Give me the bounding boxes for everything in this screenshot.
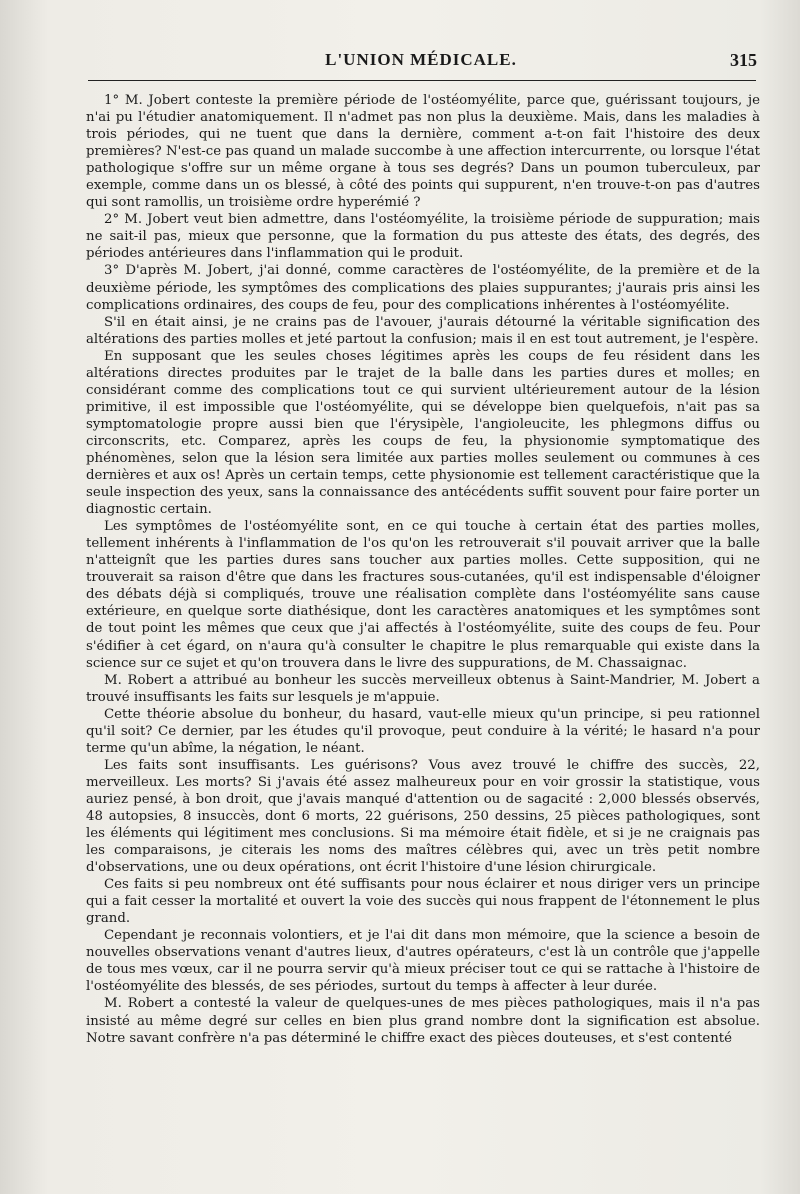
body-text	[86, 92, 760, 1047]
paragraph: S'il en était ainsi, je ne crains pas de l'avouer, j'aurais détourné la véritable signification des altérations des parties molles et jeté partout la confusion; mais il en est tout autrement, je l'espère.	[86, 314, 760, 347]
header-rule	[88, 80, 756, 81]
paragraph: Cette théorie absolue du bonheur, du hasard, vaut-elle mieux qu'un principe, si peu rationnel qu'il soit? Ce dernier, par les études qu'il provoque, peut conduire à la vérité; le hasard n'a pour terme qu'un abîme, la négation, le néant.	[86, 706, 760, 756]
page-header	[85, 46, 757, 76]
paragraph: Cependant je reconnais volontiers, et je l'ai dit dans mon mémoire, que la science a besoin de nouvelles observations venant d'autres lieux, d'autres opérateurs, c'est là un contrôle que j'appelle de tous mes vœux, car il ne pourra servir qu'à mieux préciser tout ce qui se rattache à l'histoire de l'ostéomyélite des blessés, de ses périodes, surtout du temps à affecter à leur durée.	[86, 928, 760, 995]
paragraph: Les symptômes de l'ostéomyélite sont, en ce qui touche à certain état des parties molles, tellement inhérents à l'inflammation de l'os qu'on les retrouverait s'il pouvait arriver que la balle n'atteignît que les parties dures sans toucher aux parties molles. Cette supposition, qui ne trouverait sa raison d'être que dans les fractures sous-cutanées, qu'il est indispensable d'éloigner des débats déjà si compliqués, trouve une réalisation complète dans l'ostéomyélite sans cause extérieure, en quelque sorte diathésique, dont les caractères anatomiques et les symptômes sont de tout point les mêmes que ceux que j'ai affectés à l'ostéomyélite, suite des coups de feu. Pour s'édifier à cet égard, on n'aura qu'à consulter le chapitre le plus remarquable qui existe dans la science sur ce sujet et qu'on trouvera dans le livre des suppurations, de M. Chassaignac.	[86, 519, 760, 671]
paragraph: En supposant que les seules choses légitimes après les coups de feu résident dans les altérations directes produites par le trajet de la balle dans les parties dures et molles; en considérant comme des complications tout ce qui survient ultérieurement autour de la lésion primitive, il est impossible que l'ostéomyélite, qui se développe bien quelquefois, n'ait pas sa symptomatologie propre aussi bien que l'érysipèle, l'angioleucite, les phlegmons diffus ou circonscrits, etc. Comparez, après les coups de feu, la physionomie symptomatique des phénomènes, selon que la lésion sera limitée aux parties molles seulement ou communes à ces dernières et aux os! Après un certain temps, cette physionomie est tellement caractéristique que la seule inspection des yeux, sans la connaissance des antécédents suffit souvent pour faire porter un diagnostic certain.	[86, 348, 760, 518]
paragraph: M. Robert a contesté la valeur de quelques-unes de mes pièces pathologiques, mais il n'a pas insisté au même degré sur celles en bien plus grand nombre dont la signification est absolue. Notre savant confrère n'a pas déterminé le chiffre exact des pièces douteuses, et s'est contenté	[86, 996, 760, 1046]
paragraph: 1° M. Jobert conteste la première période de l'ostéomyélite, parce que, guérissant toujours, je n'ai pu l'étudier anatomiquement. Il n'admet pas non plus la deuxième. Mais, dans les maladies à trois périodes, qui ne tuent que dans la dernière, comment a-t-on fait l'histoire des deux premières? N'est-ce pas quand un malade succombe à une affection intercurrente, ou lorsque l'état pathologique s'offre sur un même organe à tous ses degrés? Dans un poumon tuberculeux, par exemple, comme dans un os blessé, à côté des points qui suppurent, n'en trouve-t-on pas d'autres qui sont ramollis, un troisième ordre hyperémié ?	[86, 93, 760, 211]
paragraph: 3° D'après M. Jobert, j'ai donné, comme caractères de l'ostéomyélite, de la première et de la deuxième période, les symptômes des complications des plaies suppurantes; j'aurais pris ainsi les complications ordinaires, des coups de feu, pour des complications inhérentes à l'ostéomyélite.	[86, 263, 760, 313]
paragraph: Ces faits si peu nombreux ont été suffisants pour nous éclairer et nous diriger vers un principe qui a fait cesser la mortalité et ouvert la voie des succès qui nous frappent de l'étonnement le plus grand.	[86, 877, 760, 927]
paragraph: Les faits sont insuffisants. Les guérisons? Vous avez trouvé le chiffre des succès, 22, merveilleux. Les morts? Si j'avais été assez malheureux pour en voir grossir la statistique, vous auriez pensé, à bon droit, que j'avais manqué d'attention ou de sagacité : 2,000 blessés observés, 48 autopsies, 8 insuccès, dont 6 morts, 22 guérisons, 250 dessins, 25 pièces pathologiques, sont les éléments qui légitiment mes conclusions. Si ma mémoire était fidèle, et si je ne craignais pas les comparaisons, je citerais les noms des maîtres célèbres qui, avec un très petit nombre d'observations, une ou deux opérations, ont écrit l'histoire d'une lésion chirurgicale.	[86, 757, 760, 876]
paragraph: 2° M. Jobert veut bien admettre, dans l'ostéomyélite, la troisième période de suppuration; mais ne sait-il pas, mieux que personne, que la formation du pus atteste des états, des degrés, des périodes antérieures dans l'inflammation qui le produit.	[86, 212, 760, 262]
page-number: 315	[730, 50, 757, 70]
running-title: L'UNION MÉDICALE.	[325, 50, 517, 69]
paragraph: M. Robert a attribué au bonheur les succès merveilleux obtenus à Saint-Mandrier, M. Jobert a trouvé insuffisants les faits sur lesquels je m'appuie.	[86, 672, 760, 705]
